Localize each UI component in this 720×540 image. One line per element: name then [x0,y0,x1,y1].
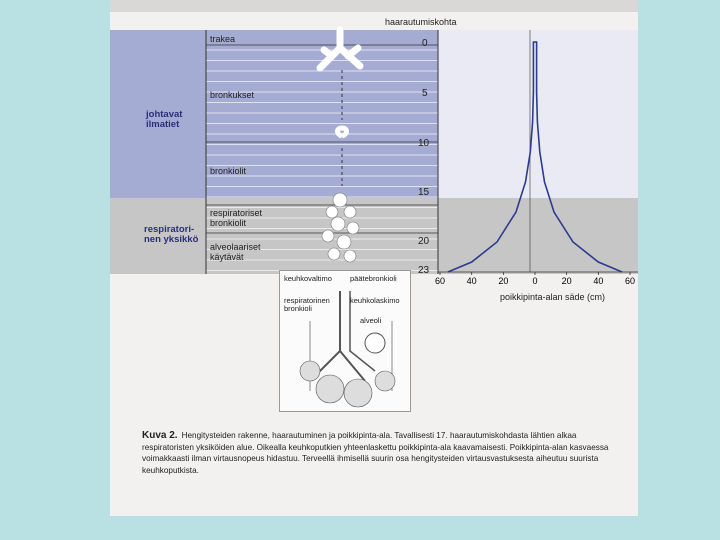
cross-section-curve [448,42,622,272]
x-tick-label: 20 [498,276,509,286]
branch-axis-title: haarautumiskohta [385,17,457,27]
respiratory-zone-label: respiratori- nen yksikkö [144,224,199,245]
caption-label: Kuva 2. [142,430,178,441]
branch-tick: 5 [422,88,428,99]
segment-bronchi: bronkukset [210,90,255,100]
alveolar-cluster [322,193,359,262]
alveolus-circle [365,333,385,353]
branch-tick: 20 [418,236,430,247]
trachea-branch [320,30,360,68]
x-tick-label: 40 [466,276,477,286]
branch-tick: 0 [422,38,428,49]
label-terminal-bronchiole: päätebronkioli [350,274,397,283]
label-artery: keuhkovaltimo [284,274,332,283]
branch-tick: 23 [418,265,430,276]
x-tick-label: 60 [624,276,636,286]
acinus-inset [279,270,411,412]
cross-section-chart [434,0,638,286]
x-tick-label: 40 [593,276,604,286]
x-tick-label: 20 [561,276,572,286]
segment-resp-bronchioles: respiratoriset bronkiolit [210,208,263,228]
segment-bronchioles: bronkiolit [210,166,247,176]
figure-caption [142,430,622,476]
chart-xlabel: poikkipinta-alan säde (cm) [500,292,606,302]
branch-tick: 15 [418,187,430,198]
segment-alveolar-ducts: alveolaariset käytävät [210,242,261,262]
label-vein: keuhkolaskimo [350,296,400,305]
caption-text: Hengitysteiden rakenne, haarautuminen ja poikkipinta-ala. Tavallisesti 17. haarautumiskohdasta lähtien alkaa respiratoristen yksiköiden alue. Oikealla keuhkoputkien yhteenlaskettu poikkipinta-ala kaavamaisesti. Poikkipinta-alan kasvaessa voimakkaasti ilman virtausnopeus hidastuu. Terveellä ihmisellä suurin osa hengitysteiden virtausvastuksesta aiheutuu suurista keuhkoputkista. [142,431,609,475]
x-tick-label: 60 [434,276,446,286]
branch-tick: 10 [418,138,430,149]
conducting-zone-label: johtavat ilmatiet [146,109,183,130]
label-resp-bronchiole: respiratorinen bronkioli [284,296,330,313]
segment-trachea: trakea [210,34,236,44]
label-alveoli: alveoli [360,316,382,325]
book-page [110,0,638,516]
x-tick-label: 0 [532,276,538,286]
